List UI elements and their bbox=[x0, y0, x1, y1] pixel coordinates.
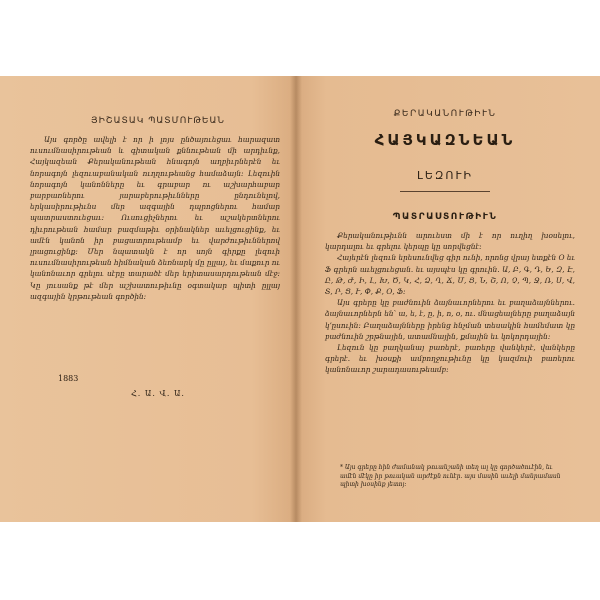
right-heading-grammar: ՔԵՐԱԿԱՆՈՒԹԻՒՆ bbox=[393, 109, 497, 119]
body-paragraph-3: Այս գրերը կը բաժնուին ձայնաւորներու եւ բաղաձայններու. ձայնաւորներն են՝ ա, ե, է, ը, ի, ո, օ, ու. մնացեալները բաղաձայն կ՚ըսուին։ Բաղաձայնները իրենց հնչման տեսակին համեմատ կը բաժնուին շրթնային, ատամնային, քմային եւ կոկորդային։ bbox=[325, 298, 575, 341]
right-heading-preparation: ՊԱՏՐԱՍՏՈՒԹԻՒՆ bbox=[392, 212, 498, 222]
right-heading-armenian: ՀԱՅԿԱԶՆԵԱՆ bbox=[374, 131, 516, 149]
footnote: * Այս գրերը հին ժամանակ թուանշանի տեղ ալ կը գործածուէին, եւ ամէն մէկը իր թուական արժէքն ունէր. այս մասին աւելի մանրամասն պիտի խօսինք յետոյ։ bbox=[340, 464, 561, 488]
heading-rule bbox=[400, 191, 490, 192]
dedication-signature: Հ. Ա. Վ. Ա. bbox=[131, 389, 185, 398]
dedication-body bbox=[30, 134, 280, 302]
body-paragraph-1: Քերականութիւնն արուեստ մի է որ ուղիղ խօսելու, կարդալու եւ գրելու կերպը կը սորվեցնէ։ bbox=[325, 231, 575, 252]
dedication-paragraph: Այս գործը ավելի է որ ի լոյս ընծայուեցաւ հարազատ ուսումնասիրութեան և գիտական քննութեան մի արդիւնք, Հայկազեան Քերականութեան հնագոյն աղբիւրներէն եւ նորագոյն լեզուաբանական ուղղութեանց համաձայն։ Լեզուին նորագոյն կանոնները եւ գրաբար ու աշխարհաբար բարբառներու յարաբերութիւնները ընդունելով, երկասիրութիւնս մեր ազգային դպրոցներու համար պատրաստուեցաւ։ Ուսուցիչներու եւ աշակերտներու դիւրութեան համար բազմաթիւ օրինակներ աւելցուցինք, եւ ամէն կանոն իր բացատրութեամբ եւ վարժութիւններով լրացուցինք։ Մեր նպատակն է որ սոյն գիրքը լեզուի ուսումնասիրութեան հիմնական ձեռնարկ մը ըլլայ, եւ մաքուր ու կանոնաւոր գրելու սէրը տարածէ մեր երիտասարդութեան մէջ։ Կը յուսանք թէ մեր աշխատութիւնը օգտակար պիտի ըլլայ ազգային կրթութեան գործին։ bbox=[30, 135, 280, 301]
dedication-year: 1883 bbox=[58, 374, 79, 383]
dedication-title: ՅԻՇԱՏԱԿ ՊԱՏՄՈՒԹԵԱՆ bbox=[91, 116, 225, 126]
page-content-layer bbox=[0, 76, 600, 522]
body-paragraph-4: Լեզուն կը բաղկանայ բառերէ, բառերը վանկերէ, վանկերը գրերէ. եւ խօսքի ամբողջութիւնը կը կազմուի բառերու կանոնաւոր շարադասութեամբ։ bbox=[325, 343, 575, 375]
right-heading-language: ԼԵԶՈՒԻ bbox=[417, 169, 473, 182]
body-paragraph-2: Հայերէն լեզուն երեսունվեց գիր ունի, որոնց վրայ ետքէն Օ եւ Ֆ գրերն աւելցուեցան. եւ այսպէս կը գրուին. Ա, Բ, Գ, Դ, Ե, Զ, Է, Ը, Թ, Ժ, Ի, Լ, Խ, Ծ, Կ, Հ, Ձ, Ղ, Ճ, Մ, Յ, Ն, Շ, Ո, Չ, Պ, Ջ, Ռ, Ս, Վ, Տ, Ր, Ց, Ւ, Փ, Ք, Օ, Ֆ։ bbox=[325, 253, 575, 297]
right-body-text bbox=[325, 230, 575, 376]
